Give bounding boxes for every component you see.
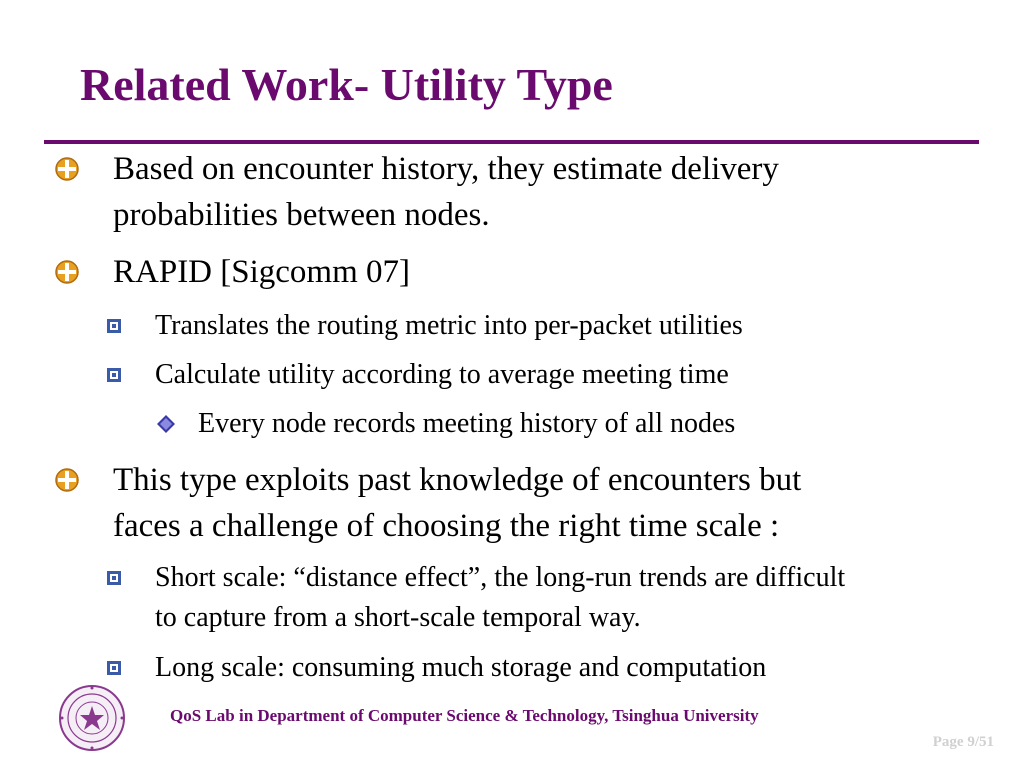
bullet-text-line: RAPID [Sigcomm 07] (113, 254, 410, 290)
bullet-text-line: Long scale: consuming much storage and computation (155, 652, 767, 683)
square-bullet-icon (106, 367, 122, 388)
bullet-text-line: Translates the routing metric into per-packet utilities (155, 310, 743, 341)
bullet-text-line: Based on encounter history, they estimate delivery (113, 151, 779, 187)
page-number: Page 9/51 (932, 734, 994, 750)
bullet-text-line: Short scale: “distance effect”, the long-run trends are difficult (155, 562, 846, 593)
bullet-text-line: Every node records meeting history of all nodes (198, 408, 736, 439)
university-seal-icon (58, 684, 126, 757)
bullet-text-line: faces a challenge of choosing the right time scale : (113, 508, 780, 544)
disc-bullet-icon (54, 467, 80, 498)
disc-bullet-icon (54, 259, 80, 290)
square-bullet-icon (106, 660, 122, 681)
disc-bullet-icon (54, 156, 80, 187)
bullet-text-line: Calculate utility according to average meeting time (155, 359, 729, 390)
footer-lab-text: QoS Lab in Department of Computer Science & Technology, Tsinghua University (170, 706, 759, 725)
diamond-bullet-icon (156, 414, 176, 439)
square-bullet-icon (106, 318, 122, 339)
bullet-text-line: probabilities between nodes. (113, 197, 490, 233)
bullet-text-line: This type exploits past knowledge of encounters but (113, 462, 802, 498)
square-bullet-icon (106, 570, 122, 591)
slide-title: Related Work- Utility Type (80, 59, 613, 110)
title-divider (44, 140, 979, 144)
bullet-text-line: to capture from a short-scale temporal way. (155, 602, 641, 633)
